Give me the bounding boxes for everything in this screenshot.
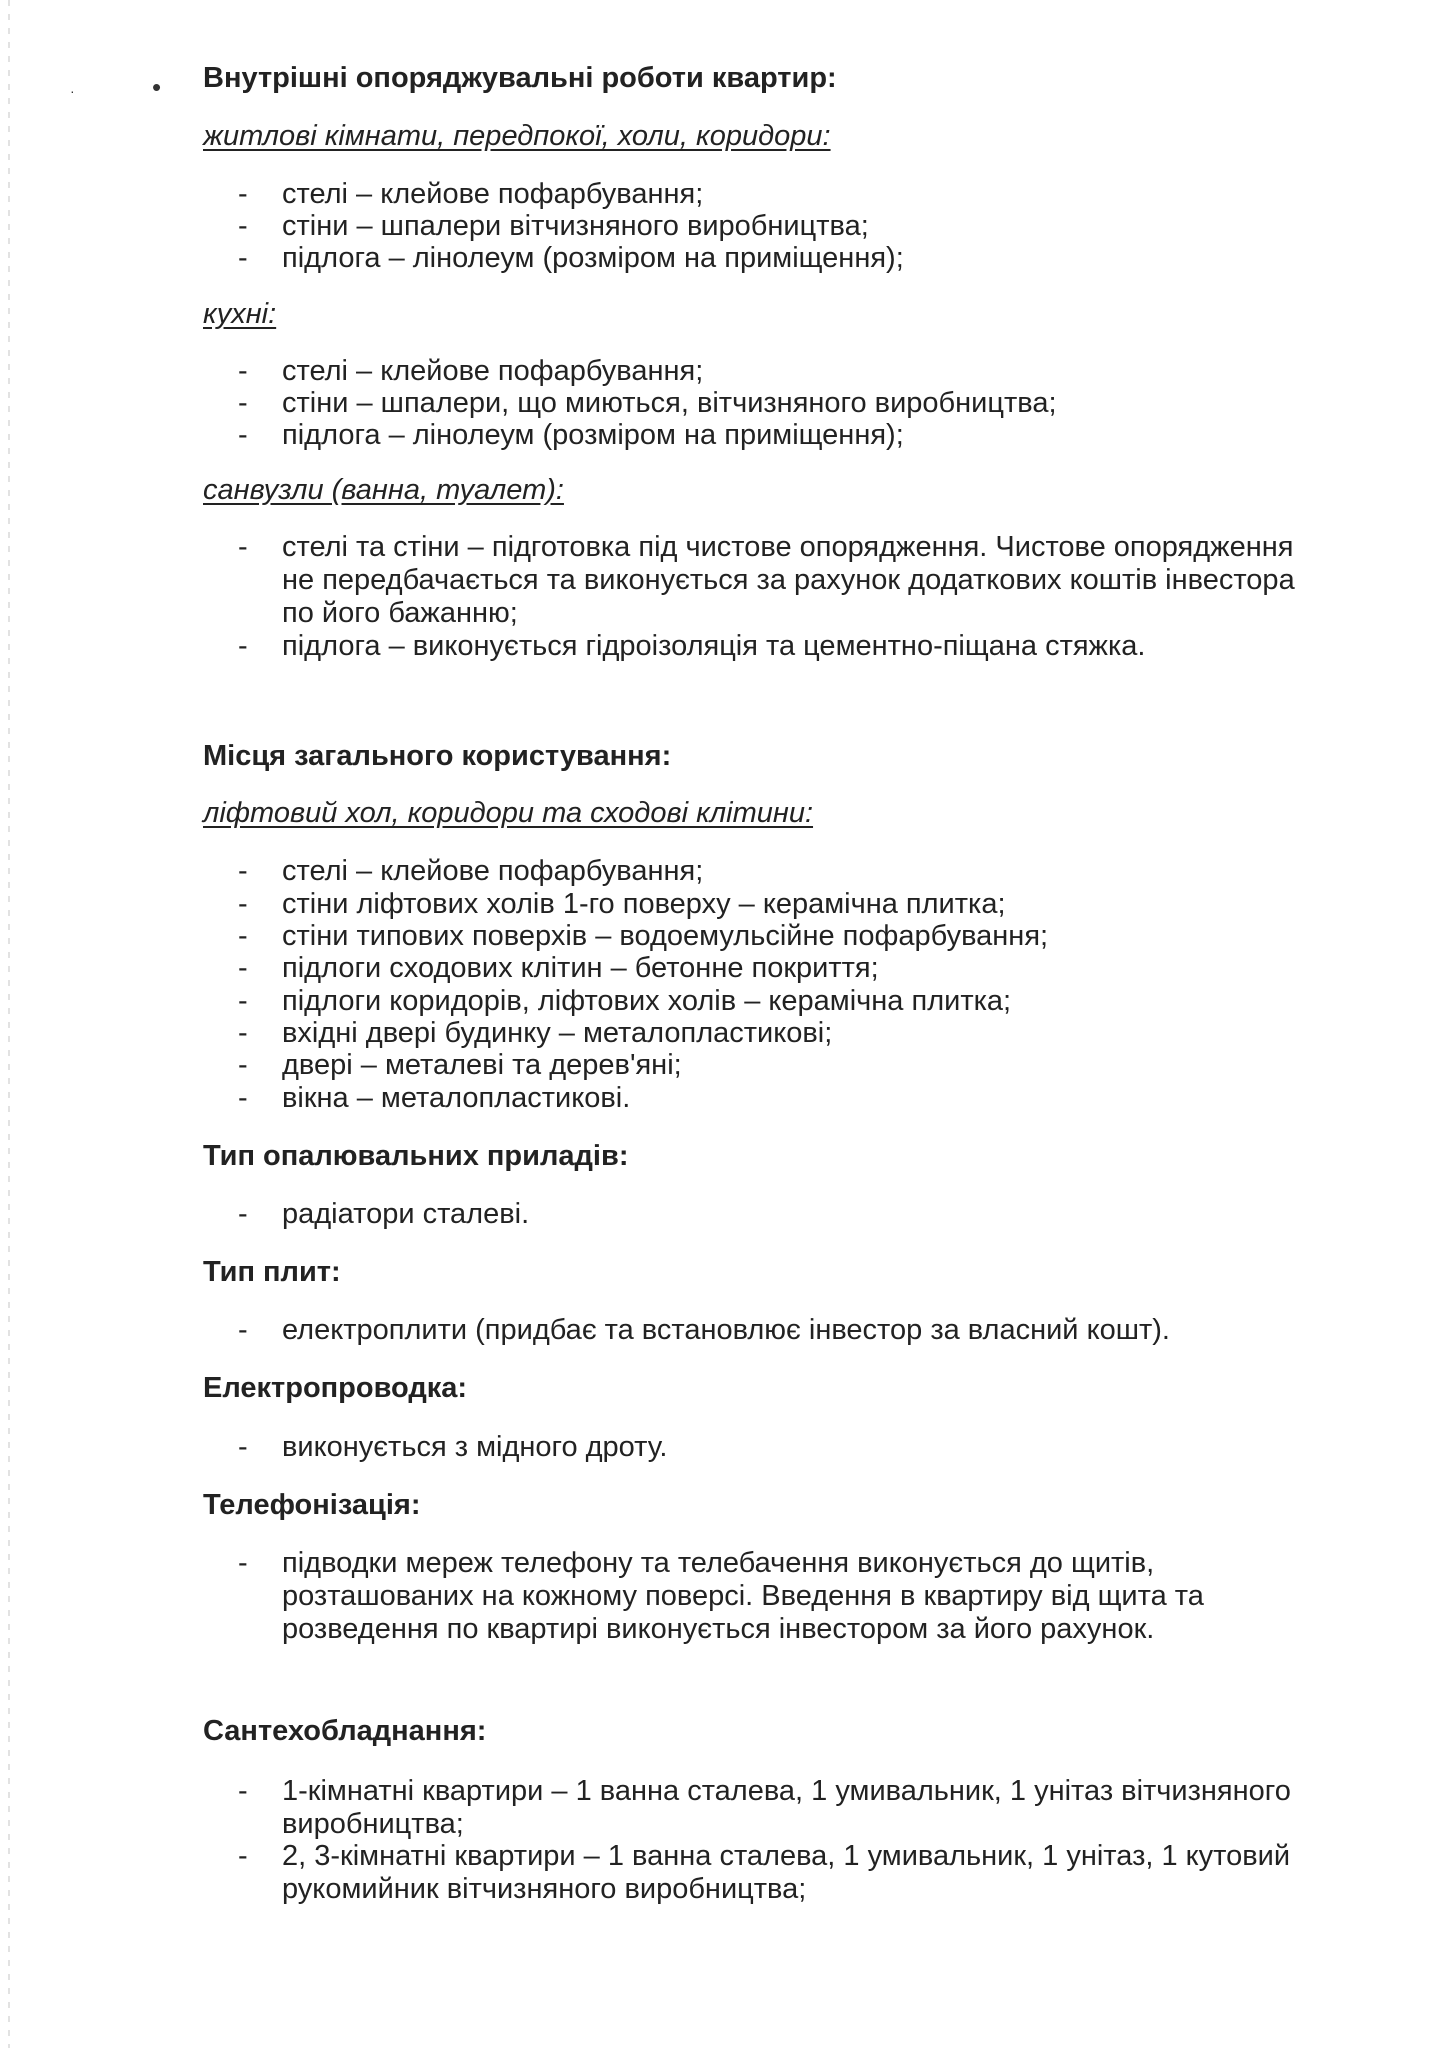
dash: - [238,1840,248,1872]
list-item-text: виконується з мідного дроту. [282,1431,668,1463]
dash: - [238,1775,248,1807]
list-item-text: електроплити (придбає та встановлює інвестор за власний кошт). [282,1314,1170,1346]
list-item-text: 2, 3-кімнатні квартири – 1 ванна сталева, 1 умивальник, 1 унітаз, 1 кутовий рукомийник вітчизняного виробництва; [282,1840,1291,1905]
list-item-text: стелі – клейове пофарбування; [282,355,704,387]
list-item-text: підлоги коридорів, ліфтових холів – керамічна плитка; [282,985,1012,1017]
list-item-text: стіни – шпалери вітчизняного виробництва; [282,210,869,242]
dash: - [238,920,248,952]
list-item-text: підлога – лінолеум (розміром на приміщення); [282,419,904,451]
dash: - [238,1049,248,1081]
bullet-glyph: • [152,72,162,102]
list-item-text: підлоги сходових клітин – бетонне покриття; [282,952,879,984]
heading-plumbing: Сантехобладнання: [203,1715,487,1747]
list-item-text: стелі – клейове пофарбування; [282,855,704,887]
list-item-text: підводки мереж телефону та телебачення виконується до щитів, розташованих на кожному поверсі. Введення в квартиру від щита та розведення по квартирі виконується інвестором за його рахунок. [282,1547,1204,1645]
list-item-text: стелі – клейове пофарбування; [282,178,704,210]
dash: - [238,210,248,242]
subheading-kitchens: кухні: [203,298,277,330]
dash: - [238,242,248,274]
dash: - [238,855,248,887]
subheading-lift-hall: ліфтовий хол, коридори та сходові клітини: [203,797,814,829]
dash: - [238,1017,248,1049]
list-item-text: підлога – лінолеум (розміром на приміщення); [282,242,904,274]
dash: - [238,1198,248,1230]
dash: - [238,387,248,419]
list-item-text: вікна – металопластикові. [282,1082,631,1114]
dash: - [238,419,248,451]
dash: - [238,1082,248,1114]
heading-common-areas: Місця загального користування: [203,740,672,772]
dash: - [238,1431,248,1463]
list-item-text: стіни типових поверхів – водоемульсійне пофарбування; [282,920,1049,952]
dash: - [238,531,248,563]
dash: - [238,1547,248,1579]
heading-telephony: Телефонізація: [203,1489,421,1521]
stray-dot: · [70,83,75,99]
list-item-text: двері – металеві та дерев'яні; [282,1049,682,1081]
list-item-text: вхідні двері будинку – металопластикові; [282,1017,833,1049]
dash: - [238,355,248,387]
dash: - [238,1314,248,1346]
subheading-bathrooms: санвузли (ванна, туалет): [203,474,564,506]
dash: - [238,630,248,662]
heading-heating-devices: Тип опалювальних приладів: [203,1140,629,1172]
heading-wiring: Електропроводка: [203,1372,468,1404]
list-item-text: радіатори сталеві. [282,1198,530,1230]
heading-stoves: Тип плит: [203,1256,341,1288]
heading-interior-finishing: Внутрішні опоряджувальні роботи квартир: [203,62,837,94]
list-item-text: підлога – виконується гідроізоляція та цементно-піщана стяжка. [282,630,1146,662]
dash: - [238,888,248,920]
list-item-text: стелі та стіни – підготовка під чистове опорядження. Чистове опорядження не передбачається та виконується за рахунок додаткових коштів інвестора по його бажанню; [282,531,1295,629]
scan-edge [8,0,10,2048]
dash: - [238,985,248,1017]
dash: - [238,178,248,210]
list-item-text: стіни – шпалери, що миються, вітчизняного виробництва; [282,387,1057,419]
list-item-text: стіни ліфтових холів 1-го поверху – керамічна плитка; [282,888,1006,920]
subheading-living-rooms: житлові кімнати, передпокої, холи, коридори: [203,120,831,152]
dash: - [238,952,248,984]
list-item-text: 1-кімнатні квартири – 1 ванна сталева, 1 умивальник, 1 унітаз вітчизняного виробництва; [282,1775,1291,1840]
